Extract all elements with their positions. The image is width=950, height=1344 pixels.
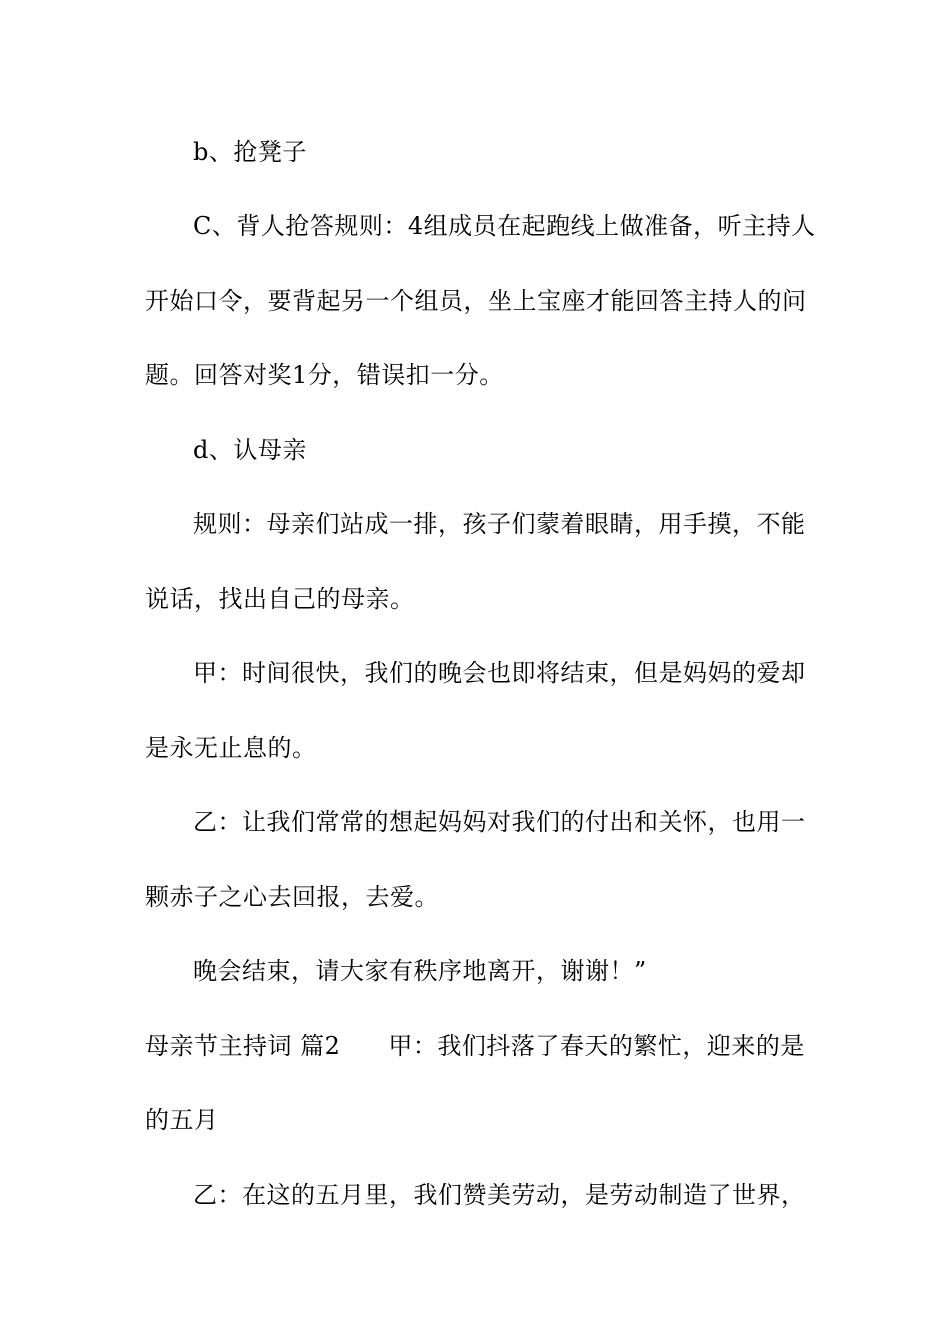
- paragraph-line: 甲：时间很快，我们的晚会也即将结束，但是妈妈的爱却: [193, 659, 806, 687]
- paragraph-line: 说话，找出自己的母亲。: [145, 585, 415, 613]
- paragraph-line: C、背人抢答规则：4组成员在起跑线上做准备，听主持人: [193, 212, 816, 240]
- paragraph-line: 开始口令，要背起另一个组员，坐上宝座才能回答主持人的问: [145, 287, 807, 315]
- paragraph-line: b、抢凳子: [193, 138, 307, 166]
- paragraph-line: 颗赤子之心去回报，去爱。: [145, 883, 439, 911]
- paragraph-line: 的五月: [145, 1106, 219, 1134]
- paragraph-line: 乙：让我们常常的想起妈妈对我们的付出和关怀，也用一: [193, 808, 806, 836]
- paragraph-line: 规则：母亲们站成一排，孩子们蒙着眼睛，用手摸，不能: [193, 510, 806, 538]
- paragraph-line: d、认母亲: [193, 436, 307, 464]
- section-line: [145, 1030, 810, 1062]
- paragraph-line: 是永无止息的。: [145, 734, 317, 762]
- paragraph-line: 乙：在这的五月里，我们赞美劳动，是劳动制造了世界，: [193, 1181, 806, 1209]
- section-first-line: 甲：我们抖落了春天的繁忙，迎来的是: [388, 1032, 805, 1060]
- paragraph-line: 题。回答对奖1分，错误扣一分。: [145, 361, 504, 389]
- paragraph-line: 晚会结束，请大家有秩序地离开，谢谢！”: [193, 957, 647, 985]
- section-heading: 母亲节主持词 篇2: [145, 1032, 341, 1060]
